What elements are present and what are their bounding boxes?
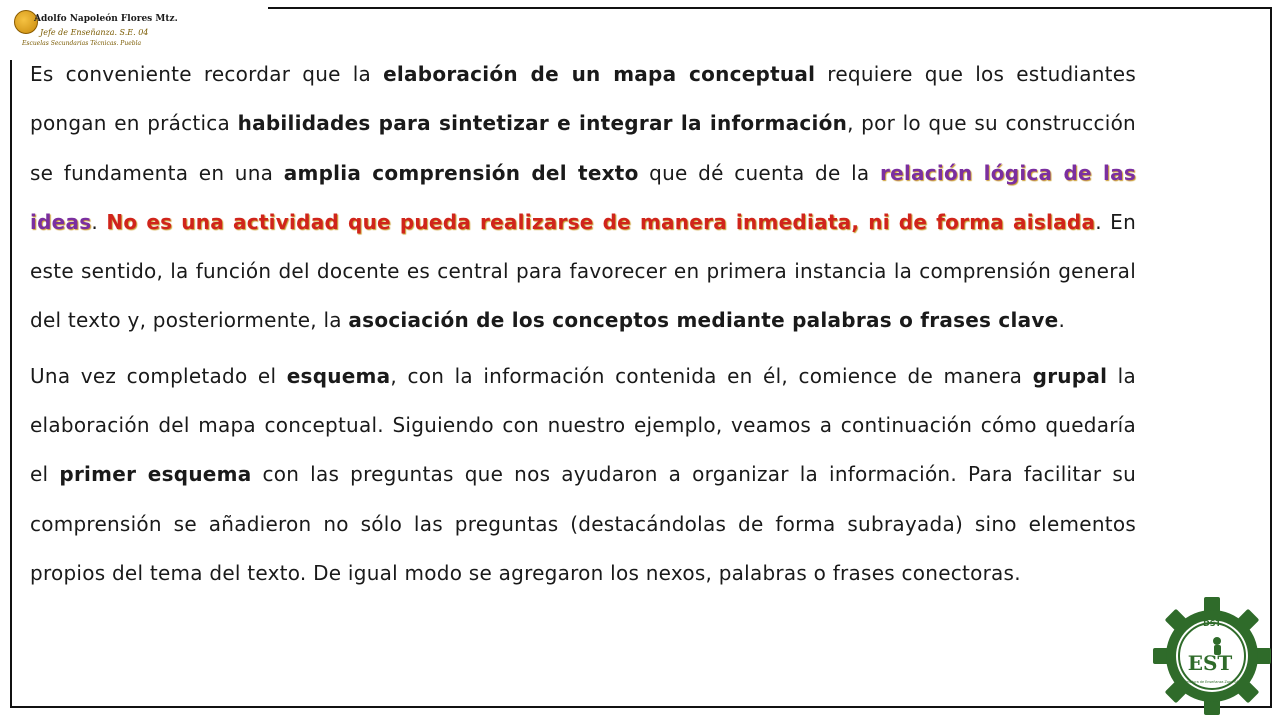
frame-top-border bbox=[268, 7, 1272, 9]
p2-text-1: Una vez completado el bbox=[30, 363, 287, 388]
p1-text-5: . bbox=[91, 209, 107, 234]
frame-bottom-border bbox=[10, 706, 1272, 708]
p1-text-1: Es conveniente recordar que la bbox=[30, 62, 384, 86]
logo-author-role: Jefe de Enseñanza. S.E. 04 bbox=[40, 28, 149, 37]
paragraph-1 bbox=[30, 50, 1136, 346]
p1-text-4: que dé cuenta de la bbox=[638, 160, 881, 185]
p2-bold-grupal: grupal bbox=[1032, 363, 1108, 388]
p1-highlight-relacion: relación lógica de las ideas bbox=[30, 160, 1137, 234]
dst-gear-badge bbox=[1151, 595, 1273, 717]
badge-bottom-text: Jefatura de Enseñanza Zona 04 bbox=[1185, 680, 1239, 684]
p1-bold-elaboracion: elaboración de un mapa conceptual bbox=[383, 62, 816, 86]
slide-body bbox=[30, 50, 1136, 598]
p1-text-3: , por lo que su construcción se fundamenta en una bbox=[30, 111, 1136, 185]
logo-author-name: Adolfo Napoleón Flores Mtz. bbox=[34, 14, 178, 24]
p2-text-3: la elaboración del mapa conceptual. Siguiendo con nuestro ejemplo, veamos a continuación cómo quedaría el bbox=[30, 363, 1136, 487]
frame-left-border bbox=[10, 60, 12, 708]
paragraph-2 bbox=[30, 352, 1136, 598]
p1-bold-comprension: amplia comprensión del texto bbox=[283, 160, 639, 185]
p1-text-7: . bbox=[1058, 308, 1066, 333]
p1-highlight-actividad: No es una actividad que pueda realizarse de manera inmediata, ni de forma aislada bbox=[106, 209, 1096, 234]
p1-bold-asociacion: asociación de los conceptos mediante palabras o frases clave bbox=[348, 308, 1059, 333]
author-logo bbox=[14, 8, 178, 54]
badge-monogram: EST bbox=[1187, 651, 1233, 675]
p2-bold-esquema: esquema bbox=[286, 363, 391, 388]
p1-text-6: . En este sentido, la función del docente es central para favorecer en primera instancia la comprensión general del texto y, posteriormente, la bbox=[30, 209, 1136, 333]
p2-text-2: , con la información contenida en él, comience de manera bbox=[390, 363, 1033, 388]
badge-top-text: DST bbox=[1203, 619, 1221, 628]
p1-text-2: requiere que los estudiantes pongan en práctica bbox=[30, 62, 1136, 136]
p2-bold-primer-esquema: primer esquema bbox=[59, 462, 252, 487]
logo-author-institution: Escuelas Secundarias Técnicas. Puebla bbox=[22, 40, 142, 47]
p2-text-4: con las preguntas que nos ayudaron a organizar la información. Para facilitar su comprensión se añadieron no sólo las preguntas (destacándolas de forma subrayada) sino elementos propios del tema del texto. De igual modo se agregaron los nexos, palabras o frases conectoras. bbox=[30, 462, 1137, 585]
p1-bold-habilidades: habilidades para sintetizar e integrar la información bbox=[237, 111, 848, 136]
